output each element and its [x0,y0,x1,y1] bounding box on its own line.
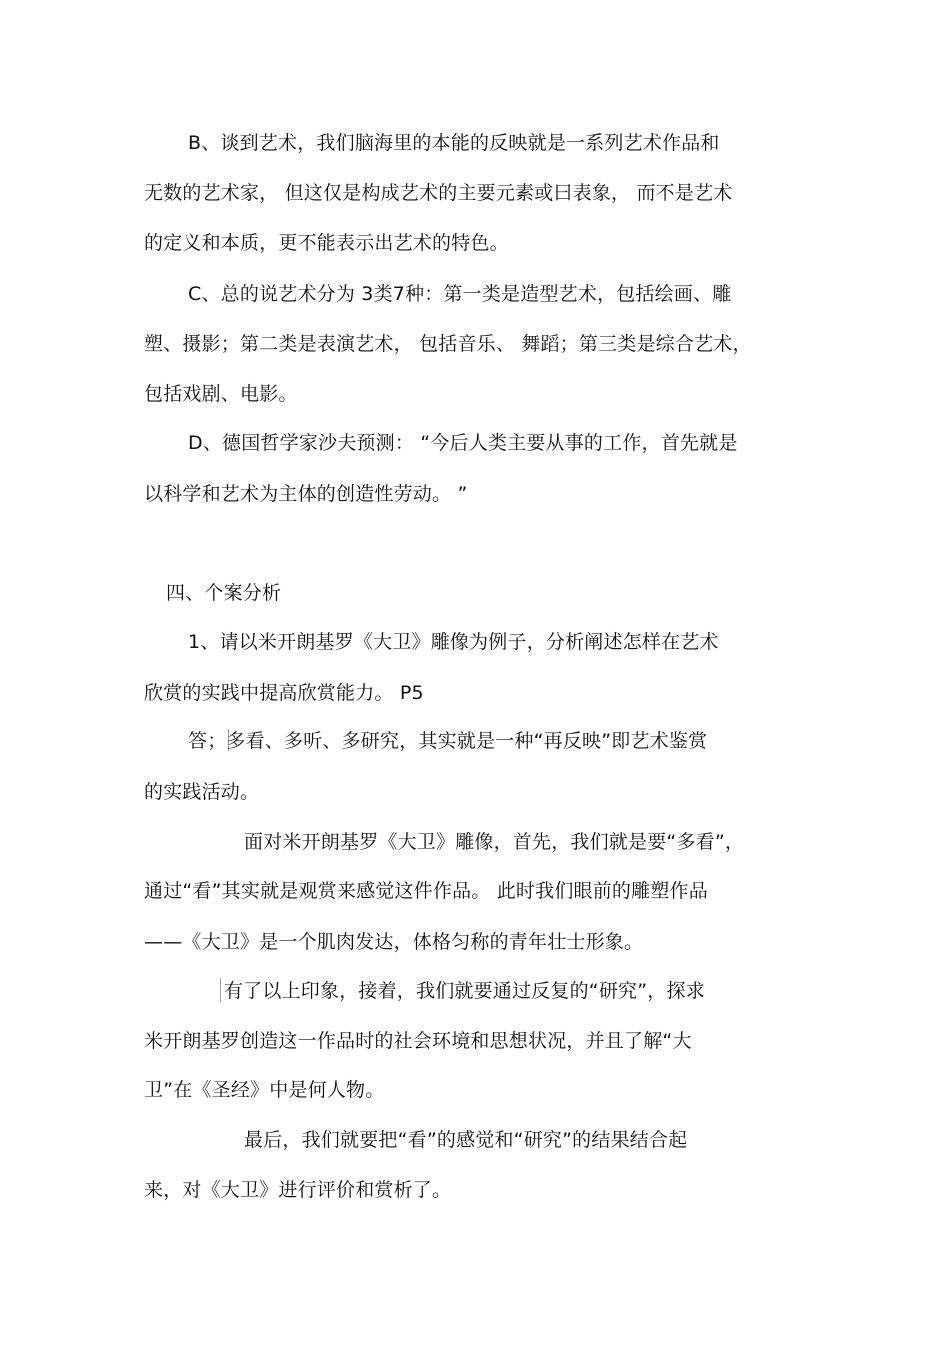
paragraph-b-line-2: 无数的艺术家， 但这仅是构成艺术的主要元素或曰表象， 而不是艺术 [144,182,733,204]
paragraph-research-line-2: 米开朗基罗创造这一作品时的社会环境和思想状况，并且了解“大 [144,1030,692,1052]
paragraph-final-line-2: 来，对《大卫》进行评价和赏析了。 [144,1179,452,1201]
paragraph-research-line-1: 有了以上印象，接着，我们就要通过反复的“研究”，探求 [224,980,705,1002]
paragraph-b-line-3: 的定义和本质，更不能表示出艺术的特色。 [144,232,509,254]
section-title: 四、个案分析 [166,582,282,604]
question-1-line-2: 欣赏的实践中提高欣赏能力。 P5 [144,682,424,704]
answer-line-1: 答；多看、多听、多研究，其实就是一种“再反映”即艺术鉴赏 [188,730,708,752]
cursor-mark-2 [220,978,221,1002]
paragraph-d-line-1: D、德国哲学家沙夫预测： “今后人类主要从事的工作，首先就是 [188,432,738,454]
paragraph-c-line-2: 塑、摄影；第二类是表演艺术， 包括音乐、 舞蹈；第三类是综合艺术， [144,333,752,355]
question-1-line-1: 1、请以米开朗基罗《大卫》雕像为例子，分析阐述怎样在艺术 [188,631,719,653]
paragraph-d-line-2: 以科学和艺术为主体的创造性劳动。 ” [144,483,468,505]
paragraph-look-line-2: 通过“看”其实就是观赏来感觉这件作品。 此时我们眼前的雕塑作品 [144,880,708,902]
paragraph-c-line-3: 包括戏剧、电影。 [144,383,298,405]
paragraph-look-line-3: ——《大卫》是一个肌肉发达，体格匀称的青年壮士形象。 [144,931,644,953]
paragraph-b-line-1: B、谈到艺术，我们脑海里的本能的反映就是一系列艺术作品和 [188,132,720,154]
paragraph-research-line-3: 卫”在《圣经》中是何人物。 [144,1079,385,1101]
paragraph-look-line-1: 面对米开朗基罗《大卫》雕像，首先，我们就是要“多看”， [244,831,745,853]
paragraph-final-line-1: 最后，我们就要把“看”的感觉和“研究”的结果结合起 [244,1129,688,1151]
paragraph-c-line-1: C、总的说艺术分为 3类7种：第一类是造型艺术，包括绘画、雕 [188,283,732,305]
answer-line-2: 的实践活动。 [144,781,260,803]
